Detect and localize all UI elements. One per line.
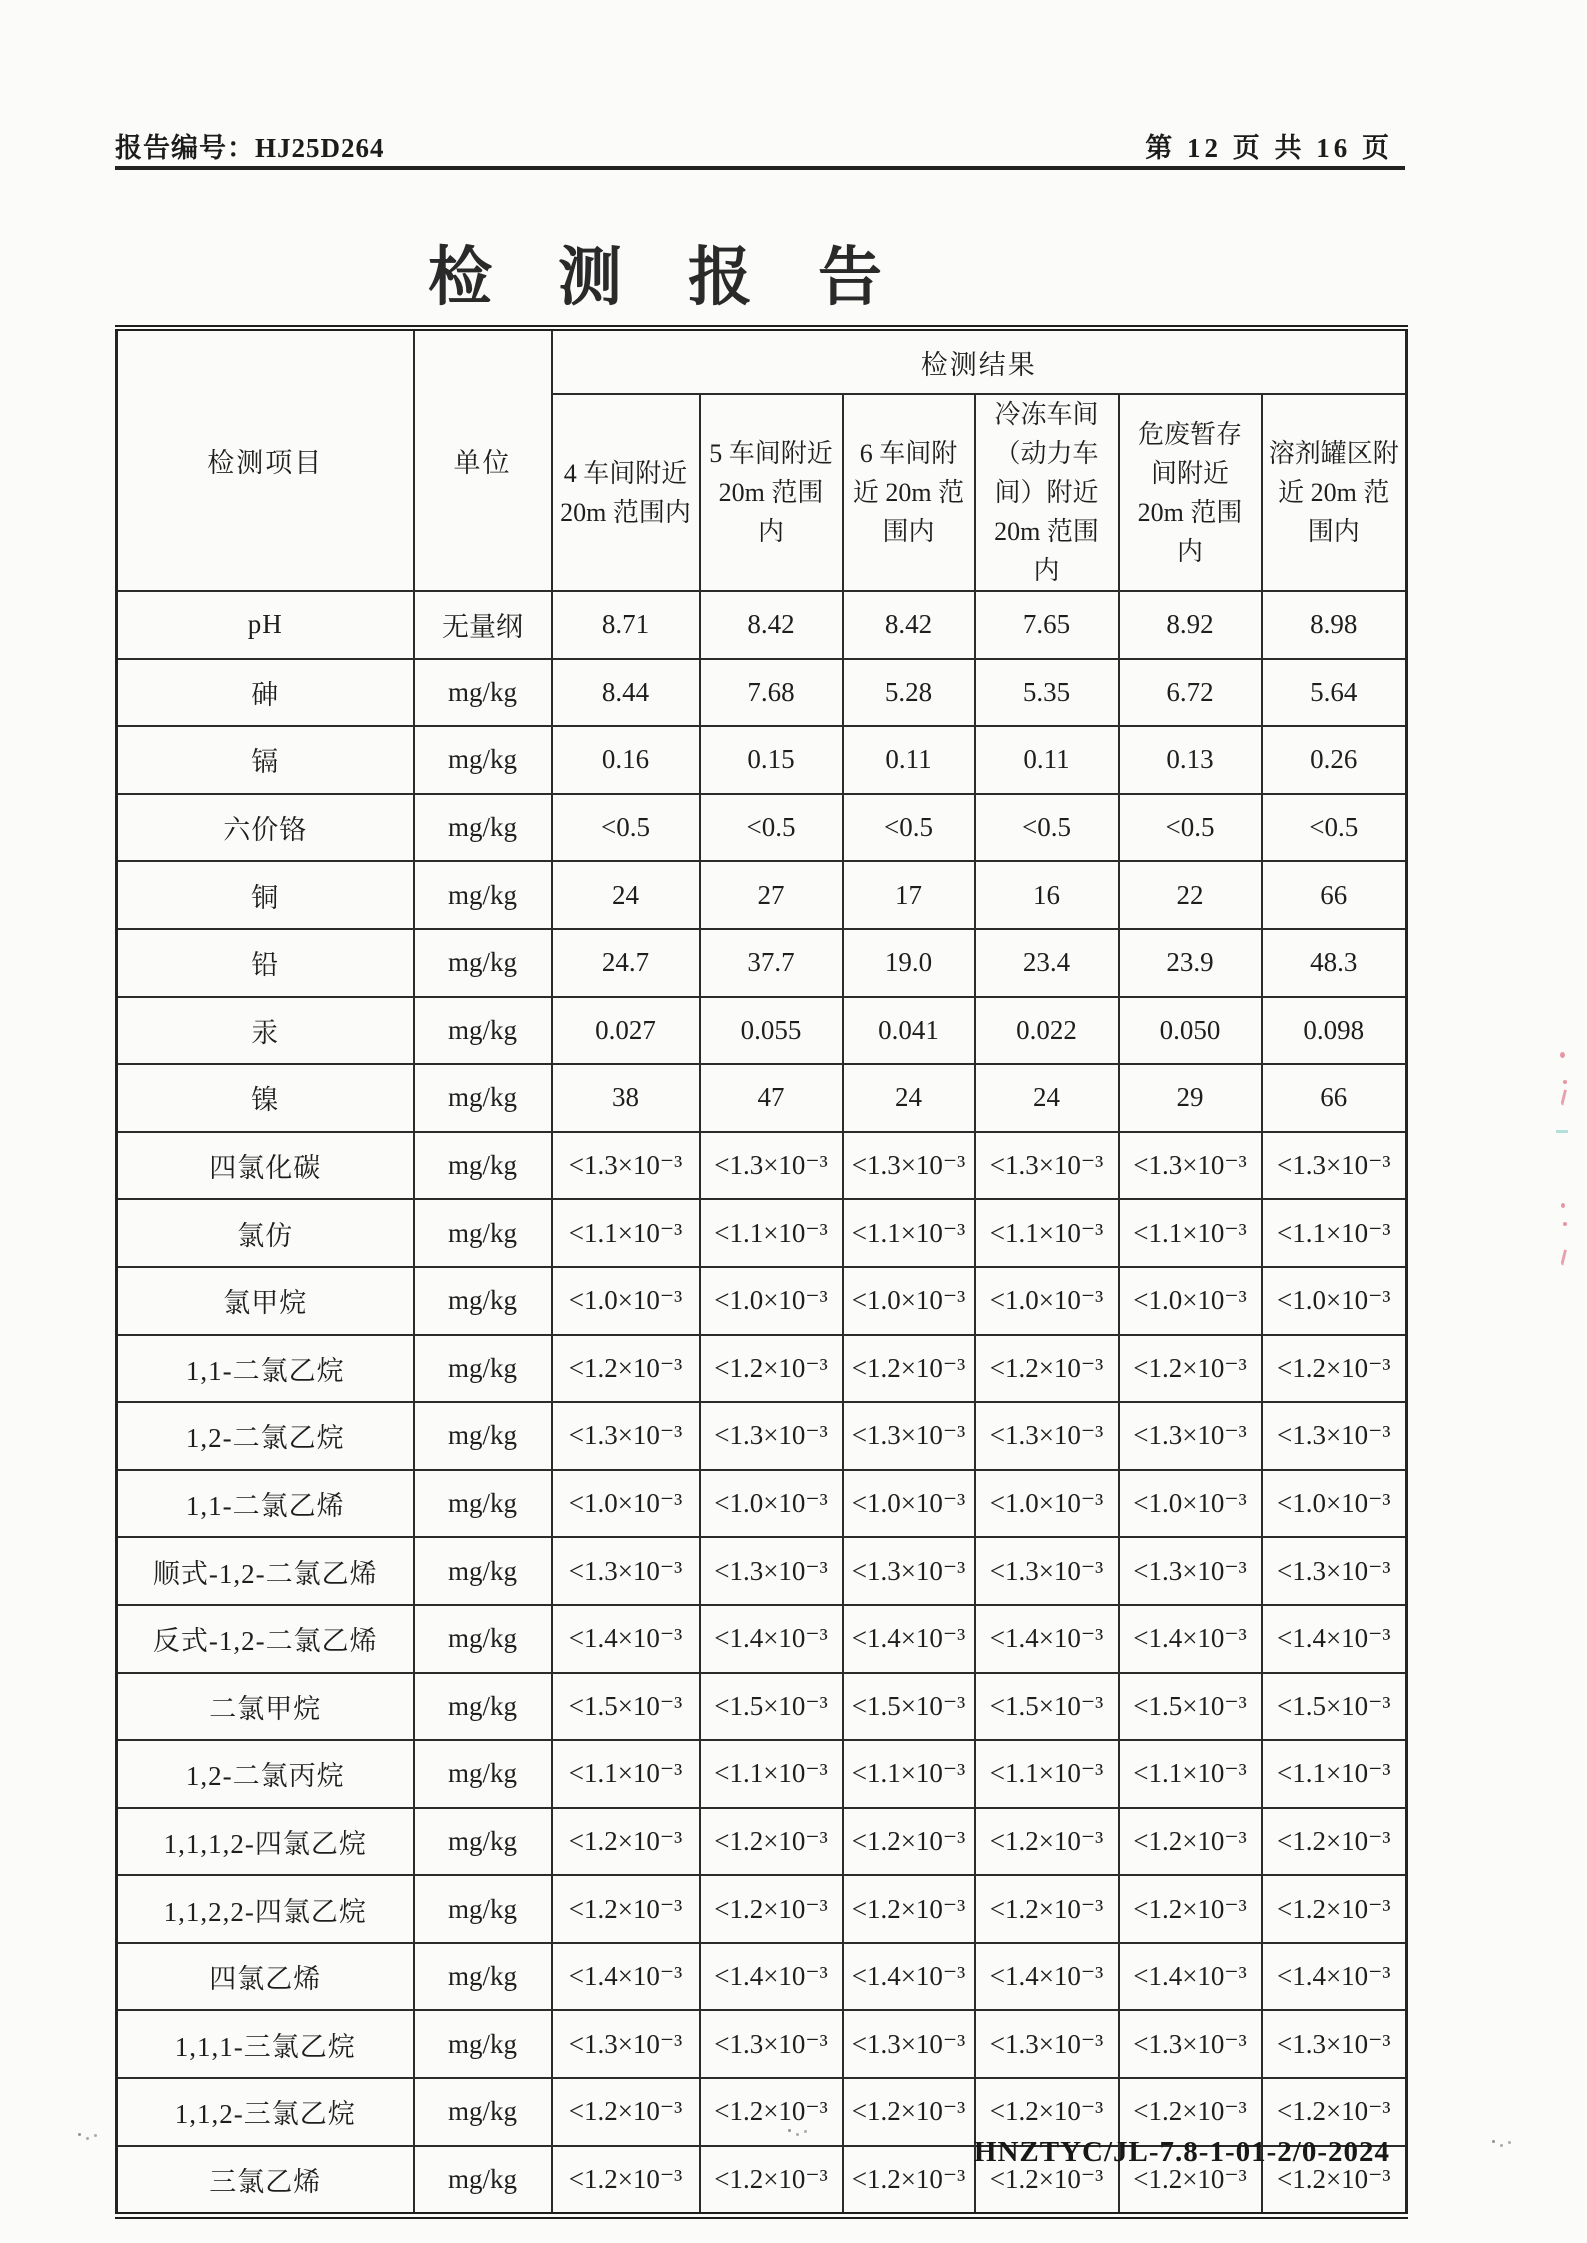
result-value-cell: <1.4×10⁻³ bbox=[843, 1943, 975, 2011]
table-row bbox=[117, 794, 1407, 862]
result-value-cell: <1.2×10⁻³ bbox=[700, 2078, 843, 2146]
table-row bbox=[117, 1673, 1407, 1741]
result-value-cell: <1.0×10⁻³ bbox=[843, 1470, 975, 1538]
unit-cell: mg/kg bbox=[414, 1605, 552, 1673]
unit-cell: mg/kg bbox=[414, 2078, 552, 2146]
result-value-cell: <1.1×10⁻³ bbox=[1262, 1199, 1407, 1267]
result-value-cell: <1.1×10⁻³ bbox=[975, 1199, 1119, 1267]
table-header-row-top bbox=[117, 328, 1407, 394]
analyte-name-cell: 顺式-1,2-二氯乙烯 bbox=[117, 1537, 414, 1605]
result-value-cell: <1.2×10⁻³ bbox=[975, 2078, 1119, 2146]
unit-cell: mg/kg bbox=[414, 1132, 552, 1200]
result-value-cell: 66 bbox=[1262, 1064, 1407, 1132]
result-value-cell: <1.2×10⁻³ bbox=[552, 1875, 700, 1943]
result-value-cell: 23.9 bbox=[1119, 929, 1262, 997]
table-row bbox=[117, 1267, 1407, 1335]
result-value-cell: <1.3×10⁻³ bbox=[975, 1537, 1119, 1605]
unit-cell: mg/kg bbox=[414, 1335, 552, 1403]
unit-cell: mg/kg bbox=[414, 1740, 552, 1808]
result-value-cell: <1.1×10⁻³ bbox=[700, 1740, 843, 1808]
report-number bbox=[115, 126, 385, 165]
analyte-name-cell: 铜 bbox=[117, 861, 414, 929]
result-value-cell: <1.2×10⁻³ bbox=[700, 1335, 843, 1403]
table-row bbox=[117, 1132, 1407, 1200]
result-value-cell: 8.44 bbox=[552, 659, 700, 727]
result-value-cell: 8.42 bbox=[700, 591, 843, 659]
result-value-cell: <1.0×10⁻³ bbox=[1262, 1267, 1407, 1335]
result-value-cell: <1.4×10⁻³ bbox=[1119, 1943, 1262, 2011]
pencil-mark bbox=[1492, 2140, 1495, 2143]
result-value-cell: <1.2×10⁻³ bbox=[1262, 1808, 1407, 1876]
result-value-cell: <1.3×10⁻³ bbox=[1119, 2010, 1262, 2078]
result-value-cell: 19.0 bbox=[843, 929, 975, 997]
result-value-cell: <1.3×10⁻³ bbox=[1262, 1537, 1407, 1605]
result-value-cell: <1.1×10⁻³ bbox=[552, 1199, 700, 1267]
analyte-name-cell: 二氯甲烷 bbox=[117, 1673, 414, 1741]
result-value-cell: <1.4×10⁻³ bbox=[975, 1605, 1119, 1673]
result-value-cell: <1.0×10⁻³ bbox=[843, 1267, 975, 1335]
unit-cell: mg/kg bbox=[414, 726, 552, 794]
result-value-cell: <1.5×10⁻³ bbox=[1119, 1673, 1262, 1741]
unit-cell: mg/kg bbox=[414, 1875, 552, 1943]
table-row bbox=[117, 1537, 1407, 1605]
unit-cell: mg/kg bbox=[414, 1402, 552, 1470]
result-value-cell: <1.0×10⁻³ bbox=[975, 1267, 1119, 1335]
unit-cell: mg/kg bbox=[414, 794, 552, 862]
result-value-cell: <1.2×10⁻³ bbox=[1119, 1875, 1262, 1943]
result-value-cell: <1.2×10⁻³ bbox=[1119, 1808, 1262, 1876]
result-value-cell: <1.4×10⁻³ bbox=[552, 1605, 700, 1673]
column-header-location-2: 5 车间附近 20m 范围内 bbox=[700, 394, 843, 591]
result-value-cell: <1.2×10⁻³ bbox=[1262, 2078, 1407, 2146]
unit-cell: mg/kg bbox=[414, 929, 552, 997]
result-value-cell: <1.2×10⁻³ bbox=[975, 1335, 1119, 1403]
unit-cell: mg/kg bbox=[414, 1537, 552, 1605]
result-value-cell: 8.92 bbox=[1119, 591, 1262, 659]
analyte-name-cell: 四氯乙烯 bbox=[117, 1943, 414, 2011]
unit-cell: mg/kg bbox=[414, 1267, 552, 1335]
page-title: 检 测 报 告 bbox=[428, 242, 907, 313]
document-code: HNZTYC/JL-7.8-1-01-2/0-2024 bbox=[973, 2136, 1390, 2168]
result-value-cell: <1.5×10⁻³ bbox=[975, 1673, 1119, 1741]
scan-artifact bbox=[1560, 1249, 1571, 1266]
result-value-cell: <1.3×10⁻³ bbox=[975, 1402, 1119, 1470]
result-value-cell: 5.28 bbox=[843, 659, 975, 727]
result-value-cell: <1.3×10⁻³ bbox=[552, 1132, 700, 1200]
result-value-cell: <0.5 bbox=[552, 794, 700, 862]
result-value-cell: <0.5 bbox=[843, 794, 975, 862]
result-value-cell: <1.2×10⁻³ bbox=[1119, 1335, 1262, 1403]
result-value-cell: <1.2×10⁻³ bbox=[1262, 1335, 1407, 1403]
result-value-cell: <1.5×10⁻³ bbox=[552, 1673, 700, 1741]
column-header-location-6: 溶剂罐区附近 20m 范围内 bbox=[1262, 394, 1407, 591]
result-value-cell: <1.2×10⁻³ bbox=[975, 1808, 1119, 1876]
result-value-cell: 5.35 bbox=[975, 659, 1119, 727]
result-value-cell: <1.3×10⁻³ bbox=[552, 1537, 700, 1605]
results-table-body bbox=[117, 591, 1407, 2216]
result-value-cell: <1.4×10⁻³ bbox=[552, 1943, 700, 2011]
result-value-cell: <1.2×10⁻³ bbox=[843, 2078, 975, 2146]
page-header bbox=[115, 126, 1393, 165]
analyte-name-cell: 三氯乙烯 bbox=[117, 2146, 414, 2216]
result-value-cell: 6.72 bbox=[1119, 659, 1262, 727]
result-value-cell: <1.3×10⁻³ bbox=[1262, 2010, 1407, 2078]
unit-cell: mg/kg bbox=[414, 659, 552, 727]
analyte-name-cell: 反式-1,2-二氯乙烯 bbox=[117, 1605, 414, 1673]
analyte-name-cell: 汞 bbox=[117, 997, 414, 1065]
result-value-cell: <1.4×10⁻³ bbox=[700, 1943, 843, 2011]
table-row bbox=[117, 929, 1407, 997]
analyte-name-cell: 1,2-二氯乙烷 bbox=[117, 1402, 414, 1470]
analyte-name-cell: 六价铬 bbox=[117, 794, 414, 862]
result-value-cell: <1.1×10⁻³ bbox=[700, 1199, 843, 1267]
table-row bbox=[117, 1943, 1407, 2011]
result-value-cell: 16 bbox=[975, 861, 1119, 929]
result-value-cell: 48.3 bbox=[1262, 929, 1407, 997]
column-header-location-3: 6 车间附近 20m 范围内 bbox=[843, 394, 975, 591]
result-value-cell: 0.055 bbox=[700, 997, 843, 1065]
result-value-cell: <1.1×10⁻³ bbox=[1119, 1740, 1262, 1808]
result-value-cell: <1.2×10⁻³ bbox=[843, 1875, 975, 1943]
analyte-name-cell: 四氯化碳 bbox=[117, 1132, 414, 1200]
result-value-cell: <1.2×10⁻³ bbox=[975, 2146, 1119, 2216]
result-value-cell: <1.2×10⁻³ bbox=[843, 1808, 975, 1876]
result-value-cell: <1.3×10⁻³ bbox=[552, 2010, 700, 2078]
result-value-cell: 5.64 bbox=[1262, 659, 1407, 727]
result-value-cell: <1.3×10⁻³ bbox=[552, 1402, 700, 1470]
analyte-name-cell: 1,1-二氯乙烯 bbox=[117, 1470, 414, 1538]
result-value-cell: 22 bbox=[1119, 861, 1262, 929]
result-value-cell: 0.022 bbox=[975, 997, 1119, 1065]
result-value-cell: <1.1×10⁻³ bbox=[1119, 1199, 1262, 1267]
result-value-cell: <1.4×10⁻³ bbox=[1262, 1605, 1407, 1673]
result-value-cell: <1.3×10⁻³ bbox=[843, 2010, 975, 2078]
table-row bbox=[117, 1470, 1407, 1538]
result-value-cell: <1.2×10⁻³ bbox=[1262, 2146, 1407, 2216]
column-header-location-4: 冷冻车间（动力车间）附近 20m 范围内 bbox=[975, 394, 1119, 591]
analyte-name-cell: 1,2-二氯丙烷 bbox=[117, 1740, 414, 1808]
table-row bbox=[117, 1199, 1407, 1267]
column-header-item: 检测项目 bbox=[117, 328, 414, 591]
result-value-cell: 47 bbox=[700, 1064, 843, 1132]
result-value-cell: 8.42 bbox=[843, 591, 975, 659]
report-number-value: HJ25D264 bbox=[255, 133, 385, 163]
column-header-location-5: 危废暂存间附近 20m 范围内 bbox=[1119, 394, 1262, 591]
result-value-cell: <1.0×10⁻³ bbox=[975, 1470, 1119, 1538]
result-value-cell: 0.027 bbox=[552, 997, 700, 1065]
result-value-cell: 0.098 bbox=[1262, 997, 1407, 1065]
result-value-cell: <1.0×10⁻³ bbox=[700, 1267, 843, 1335]
result-value-cell: <1.2×10⁻³ bbox=[1119, 2146, 1262, 2216]
unit-cell: mg/kg bbox=[414, 1064, 552, 1132]
result-value-cell: <1.3×10⁻³ bbox=[1262, 1402, 1407, 1470]
result-value-cell: <1.0×10⁻³ bbox=[1119, 1470, 1262, 1538]
unit-cell: 无量纲 bbox=[414, 591, 552, 659]
table-row bbox=[117, 1875, 1407, 1943]
scan-artifact bbox=[1560, 1052, 1565, 1058]
result-value-cell: <1.4×10⁻³ bbox=[843, 1605, 975, 1673]
result-value-cell: <1.3×10⁻³ bbox=[843, 1537, 975, 1605]
result-value-cell: <1.3×10⁻³ bbox=[1119, 1132, 1262, 1200]
result-value-cell: <1.3×10⁻³ bbox=[843, 1402, 975, 1470]
result-value-cell: 29 bbox=[1119, 1064, 1262, 1132]
analyte-name-cell: 1,1,2-三氯乙烷 bbox=[117, 2078, 414, 2146]
result-value-cell: <1.5×10⁻³ bbox=[700, 1673, 843, 1741]
table-row bbox=[117, 1808, 1407, 1876]
result-value-cell: <1.5×10⁻³ bbox=[1262, 1673, 1407, 1741]
analyte-name-cell: 1,1,1-三氯乙烷 bbox=[117, 2010, 414, 2078]
result-value-cell: <1.4×10⁻³ bbox=[700, 1605, 843, 1673]
result-value-cell: <1.0×10⁻³ bbox=[1262, 1470, 1407, 1538]
result-value-cell: 24.7 bbox=[552, 929, 700, 997]
result-value-cell: <1.2×10⁻³ bbox=[700, 2146, 843, 2216]
unit-cell: mg/kg bbox=[414, 861, 552, 929]
scan-artifact bbox=[1563, 1080, 1567, 1084]
result-value-cell: <1.1×10⁻³ bbox=[1262, 1740, 1407, 1808]
analyte-name-cell: 氯仿 bbox=[117, 1199, 414, 1267]
result-value-cell: 37.7 bbox=[700, 929, 843, 997]
result-value-cell: 23.4 bbox=[975, 929, 1119, 997]
table-row bbox=[117, 1402, 1407, 1470]
page-indicator: 第 12 页 共 16 页 bbox=[1145, 133, 1393, 163]
result-value-cell: 0.11 bbox=[843, 726, 975, 794]
scan-artifact bbox=[1563, 1222, 1567, 1226]
result-value-cell: <1.1×10⁻³ bbox=[843, 1199, 975, 1267]
result-value-cell: 7.65 bbox=[975, 591, 1119, 659]
unit-cell: mg/kg bbox=[414, 997, 552, 1065]
result-value-cell: <1.4×10⁻³ bbox=[1119, 1605, 1262, 1673]
analyte-name-cell: 砷 bbox=[117, 659, 414, 727]
result-value-cell: <1.5×10⁻³ bbox=[843, 1673, 975, 1741]
header-divider bbox=[115, 166, 1405, 170]
unit-cell: mg/kg bbox=[414, 1199, 552, 1267]
unit-cell: mg/kg bbox=[414, 2146, 552, 2216]
table-row bbox=[117, 1064, 1407, 1132]
result-value-cell: <1.4×10⁻³ bbox=[975, 1943, 1119, 2011]
result-value-cell: 0.13 bbox=[1119, 726, 1262, 794]
result-value-cell: <1.0×10⁻³ bbox=[1119, 1267, 1262, 1335]
scan-artifact bbox=[1556, 1130, 1568, 1133]
result-value-cell: 24 bbox=[843, 1064, 975, 1132]
result-value-cell: 0.26 bbox=[1262, 726, 1407, 794]
results-table-container bbox=[115, 325, 1405, 2219]
result-value-cell: <1.3×10⁻³ bbox=[700, 2010, 843, 2078]
result-value-cell: 7.68 bbox=[700, 659, 843, 727]
unit-cell: mg/kg bbox=[414, 1470, 552, 1538]
result-value-cell: <1.2×10⁻³ bbox=[552, 1808, 700, 1876]
table-row bbox=[117, 591, 1407, 659]
column-header-location-1: 4 车间附近 20m 范围内 bbox=[552, 394, 700, 591]
result-value-cell: 24 bbox=[975, 1064, 1119, 1132]
table-row bbox=[117, 659, 1407, 727]
result-value-cell: 0.050 bbox=[1119, 997, 1262, 1065]
table-row bbox=[117, 2010, 1407, 2078]
result-value-cell: 24 bbox=[552, 861, 700, 929]
result-value-cell: <1.3×10⁻³ bbox=[1262, 1132, 1407, 1200]
result-value-cell: <0.5 bbox=[975, 794, 1119, 862]
result-value-cell: <1.3×10⁻³ bbox=[700, 1537, 843, 1605]
unit-cell: mg/kg bbox=[414, 1943, 552, 2011]
unit-cell: mg/kg bbox=[414, 1673, 552, 1741]
result-value-cell: <1.1×10⁻³ bbox=[552, 1740, 700, 1808]
result-value-cell: <1.1×10⁻³ bbox=[975, 1740, 1119, 1808]
result-value-cell: <1.3×10⁻³ bbox=[700, 1132, 843, 1200]
table-row bbox=[117, 1335, 1407, 1403]
analyte-name-cell: 1,1-二氯乙烷 bbox=[117, 1335, 414, 1403]
result-value-cell: <0.5 bbox=[1262, 794, 1407, 862]
analyte-name-cell: 铅 bbox=[117, 929, 414, 997]
analyte-name-cell: 氯甲烷 bbox=[117, 1267, 414, 1335]
result-value-cell: 38 bbox=[552, 1064, 700, 1132]
column-header-unit: 单位 bbox=[414, 328, 552, 591]
result-value-cell: <1.3×10⁻³ bbox=[1119, 1402, 1262, 1470]
result-value-cell: 0.11 bbox=[975, 726, 1119, 794]
result-value-cell: <1.0×10⁻³ bbox=[552, 1470, 700, 1538]
scan-artifact bbox=[1561, 1203, 1565, 1208]
result-value-cell: <1.3×10⁻³ bbox=[975, 2010, 1119, 2078]
result-value-cell: 66 bbox=[1262, 861, 1407, 929]
unit-cell: mg/kg bbox=[414, 1808, 552, 1876]
result-value-cell: 8.71 bbox=[552, 591, 700, 659]
analyte-name-cell: 镍 bbox=[117, 1064, 414, 1132]
result-value-cell: <1.2×10⁻³ bbox=[1119, 2078, 1262, 2146]
result-value-cell: <1.2×10⁻³ bbox=[552, 2078, 700, 2146]
result-value-cell: 17 bbox=[843, 861, 975, 929]
result-value-cell: 0.041 bbox=[843, 997, 975, 1065]
result-value-cell: <1.1×10⁻³ bbox=[843, 1740, 975, 1808]
analyte-name-cell: 1,1,1,2-四氯乙烷 bbox=[117, 1808, 414, 1876]
results-table bbox=[115, 325, 1408, 2219]
result-value-cell: 0.16 bbox=[552, 726, 700, 794]
result-value-cell: <1.2×10⁻³ bbox=[700, 1875, 843, 1943]
result-value-cell: <1.4×10⁻³ bbox=[1262, 1943, 1407, 2011]
analyte-name-cell: 1,1,2,2-四氯乙烷 bbox=[117, 1875, 414, 1943]
result-value-cell: <1.2×10⁻³ bbox=[843, 1335, 975, 1403]
analyte-name-cell: pH bbox=[117, 591, 414, 659]
result-value-cell: <1.2×10⁻³ bbox=[552, 2146, 700, 2216]
result-value-cell: <1.2×10⁻³ bbox=[552, 1335, 700, 1403]
result-value-cell: <0.5 bbox=[700, 794, 843, 862]
result-value-cell: 8.98 bbox=[1262, 591, 1407, 659]
table-row bbox=[117, 1605, 1407, 1673]
analyte-name-cell: 镉 bbox=[117, 726, 414, 794]
result-value-cell: <1.0×10⁻³ bbox=[700, 1470, 843, 1538]
table-row bbox=[117, 997, 1407, 1065]
result-value-cell: <1.2×10⁻³ bbox=[843, 2146, 975, 2216]
column-header-results: 检测结果 bbox=[552, 328, 1407, 394]
result-value-cell: 27 bbox=[700, 861, 843, 929]
result-value-cell: <1.3×10⁻³ bbox=[843, 1132, 975, 1200]
unit-cell: mg/kg bbox=[414, 2010, 552, 2078]
result-value-cell: <1.2×10⁻³ bbox=[1262, 1875, 1407, 1943]
report-number-label: 报告编号： bbox=[115, 133, 255, 163]
result-value-cell: <1.2×10⁻³ bbox=[975, 1875, 1119, 1943]
result-value-cell: <1.3×10⁻³ bbox=[1119, 1537, 1262, 1605]
scan-artifact bbox=[1560, 1089, 1571, 1106]
result-value-cell: <1.3×10⁻³ bbox=[975, 1132, 1119, 1200]
table-row bbox=[117, 861, 1407, 929]
result-value-cell: <1.0×10⁻³ bbox=[552, 1267, 700, 1335]
table-row bbox=[117, 1740, 1407, 1808]
result-value-cell: <1.2×10⁻³ bbox=[700, 1808, 843, 1876]
result-value-cell: 0.15 bbox=[700, 726, 843, 794]
result-value-cell: <0.5 bbox=[1119, 794, 1262, 862]
table-row bbox=[117, 726, 1407, 794]
result-value-cell: <1.3×10⁻³ bbox=[700, 1402, 843, 1470]
